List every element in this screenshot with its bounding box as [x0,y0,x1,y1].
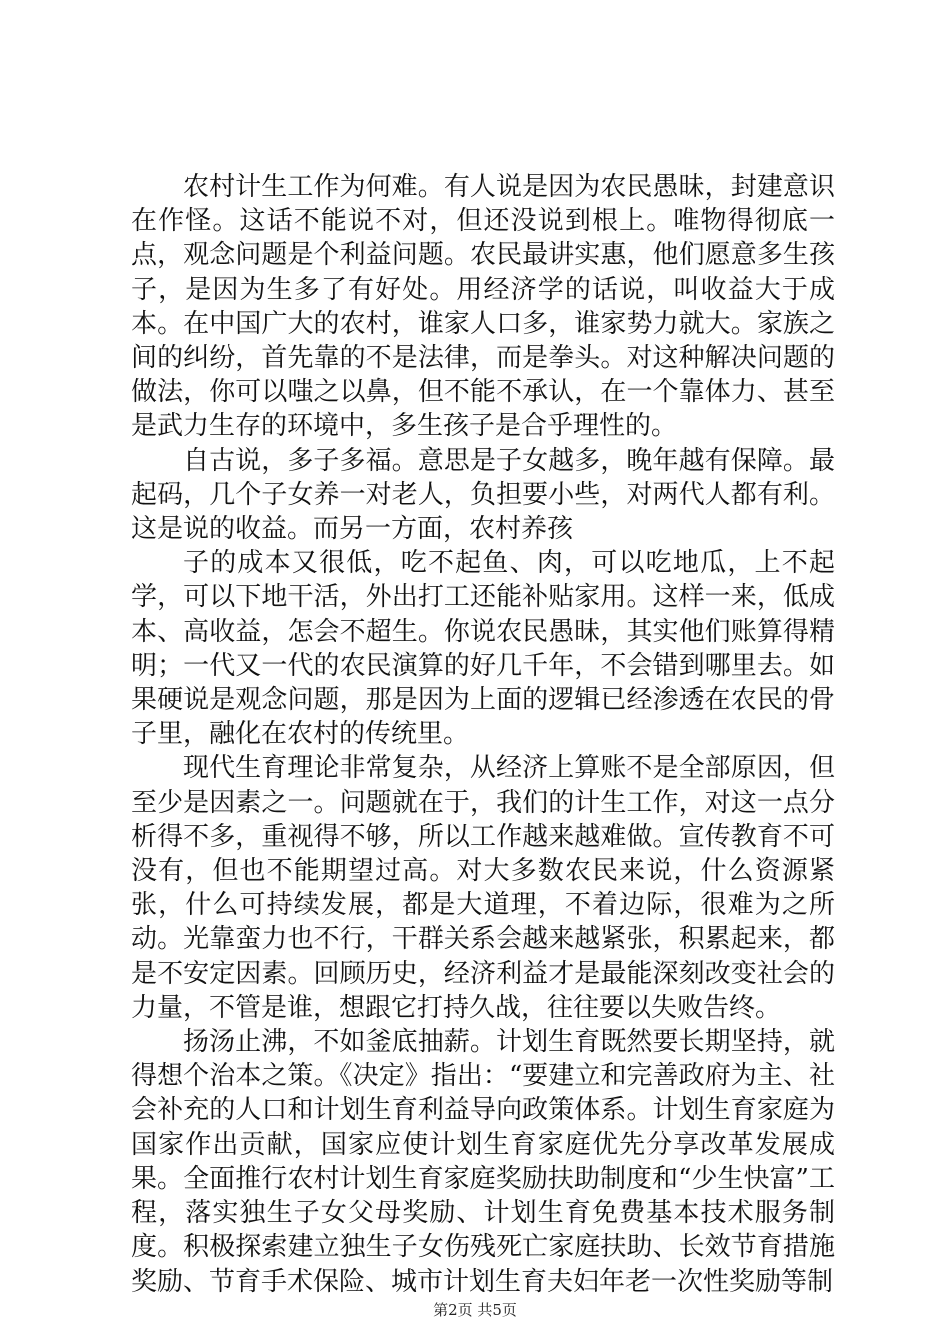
paragraph-2: 自古说，多子多福。意思是子女越多，晚年越有保障。最起码，几个子女养一对老人，负担要小些，对两代人都有利。这是说的收益。而另一方面，农村养孩 [131,445,835,545]
paragraph-4: 现代生育理论非常复杂，从经济上算账不是全部原因，但至少是因素之一。问题就在于，我们的计生工作，对这一点分析得不多，重视得不够，所以工作越来越难做。宣传教育不可没有，但也不能期望过高。对大多数农民来说，什么资源紧张，什么可持续发展，都是大道理，不着边际，很难为之所动。光靠蛮力也不行，干群关系会越来越紧张，积累起来，都是不安定因素。回顾历史，经济利益才是最能深刻改变社会的力量，不管是谁，想跟它打持久战，往往要以失败告终。 [131,753,835,1023]
paragraph-3: 子的成本又很低，吃不起鱼、肉，可以吃地瓜，上不起学，可以下地干活，外出打工还能补贴家用。这样一来，低成本、高收益，怎会不超生。你说农民愚昧，其实他们账算得精明；一代又一代的农民演算的好几千年，不会错到哪里去。如果硬说是观念问题，那是因为上面的逻辑已经渗透在农民的骨子里，融化在农村的传统里。 [131,548,835,750]
paragraph-1: 农村计生工作为何难。有人说是因为农民愚昧，封建意识在作怪。这话不能说不对，但还没说到根上。唯物得彻底一点，观念问题是个利益问题。农民最讲实惠，他们愿意多生孩子，是因为生多了有好处。用经济学的话说，叫收益大于成本。在中国广大的农村，谁家人口多，谁家势力就大。家族之间的纠纷，首先靠的不是法律，而是拳头。对这种解决问题的做法，你可以嗤之以鼻，但不能不承认，在一个靠体力、甚至是武力生存的环境中，多生孩子是合乎理性的。 [131,172,835,442]
paragraph-5: 扬汤止沸，不如釜底抽薪。计划生育既然要长期坚持，就得想个治本之策。《决定》指出：“要建立和完善政府为主、社会补充的人口和计划生育利益导向政策体系。计划生育家庭为国家作出贡献，国家应使计划生育家庭优先分享改革发展成果。全面推行农村计划生育家庭奖励扶助制度和“少生快富”工程，落实独生子女父母奖励、计划生育免费基本技术服务制度。积极探索建立独生子女伤残死亡家庭扶助、长效节育措施奖励、节育手术保险、城市计划生育夫妇年老一次性奖励等制 [131,1027,835,1297]
page-number-footer: 第2页 共5页 [433,1301,517,1319]
article-body [131,170,835,1299]
